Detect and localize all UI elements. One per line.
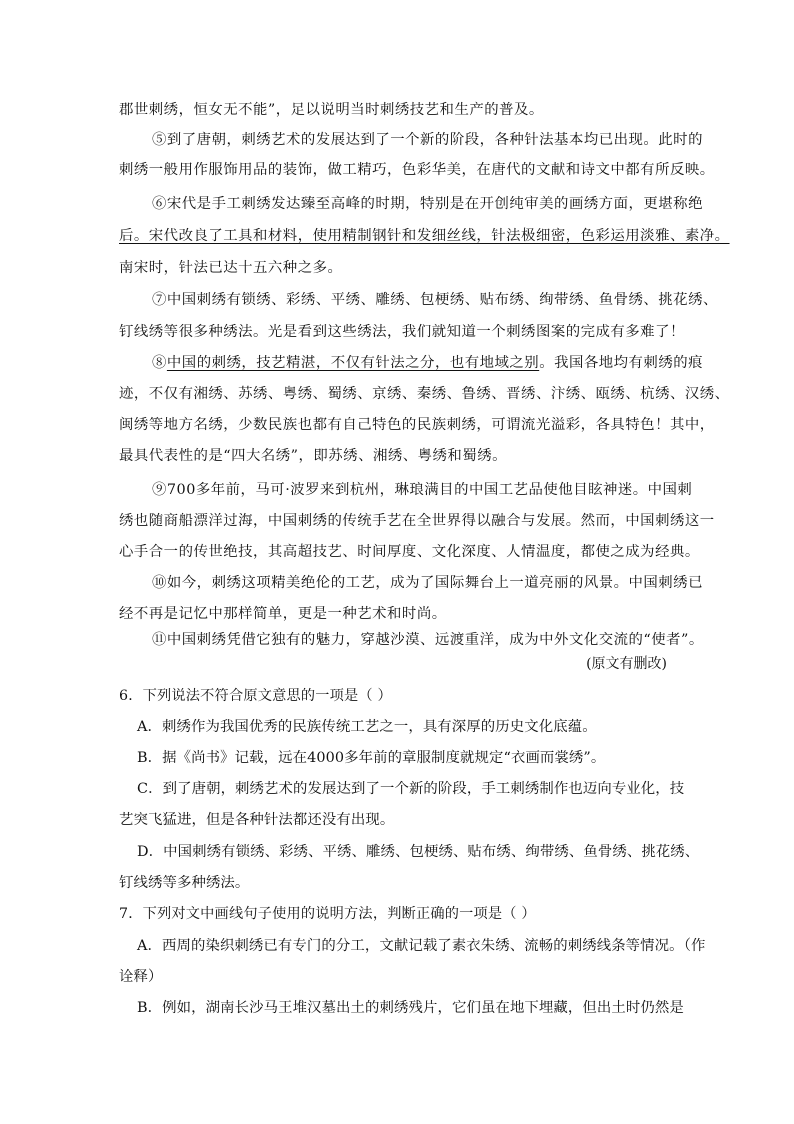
article-line: 闽绣等地方名绣，少数民族也都有自己特色的民族刺绣，可谓流光溢彩，各具特色！其中， (119, 417, 715, 433)
article-line: 绣也随商船漂洋过海，中国刺绣的传统手艺在全世界得以融合与发展。然而，中国刺绣这一 (119, 513, 715, 529)
article-line: 钉线绣等很多种绣法。光是看到这些绣法，我们就知道一个刺绣图案的完成有多难了！ (119, 324, 685, 340)
question-7-stem: 7．下列对文中画线句子使用的说明方法，判断正确的一项是（ ） (119, 906, 536, 922)
article-line: 心手合一的传世绝技，其高超技艺、时间厚度、文化深度、人情温度，都使之成为经典。 (119, 544, 700, 560)
question-6-option-c-cont: 艺突飞猛进，但是各种针法都还没有出现。 (119, 812, 395, 828)
article-paragraph-8 (152, 353, 703, 373)
article-line: 南宋时，针法已达十五六种之多。 (119, 260, 343, 276)
question-7-option-a: A．西周的染织刺绣已有专门的分工，文献记载了素衣朱绣、流畅的刺绣线条等情况。（作 (137, 938, 706, 954)
article-paragraph-9: ⑨700多年前，马可·波罗来到杭州，琳琅满目的中国工艺品使他目眩神迷。中国刺 (152, 482, 693, 498)
article-line: 经不再是记忆中那样简单，更是一种艺术和时尚。 (119, 606, 447, 622)
article-paragraph-11: ⑪中国刺绣凭借它独有的魅力，穿越沙漠、远渡重洋，成为中外文化交流的“使者”。 (152, 632, 704, 648)
question-6-stem: 6．下列说法不符合原文意思的一项是（ ） (119, 688, 392, 704)
article-line: 最具代表性的是“四大名绣”，即苏绣、湘绣、粤绣和蜀绣。 (119, 448, 507, 464)
underlined-sentence: 中国的刺绣，技艺精湛，不仅有针法之分，也有地域之别 (166, 355, 540, 371)
article-line: 郡世刺绣，恒女无不能”，足以说明当时刺绣技艺和生产的普及。 (119, 102, 544, 118)
article-line: 刺绣一般用作服饰用品的装饰，做工精巧，色彩华美，在唐代的文献和诗文中都有所反映。 (119, 162, 715, 178)
question-7-option-b: B．例如，湖南长沙马王堆汉墓出土的刺绣残片，它们虽在地下埋藏，但出土时仍然是 (137, 1000, 684, 1016)
article-paragraph-6: ⑥宋代是手工刺绣发达臻至高峰的时期，特别是在开创纯审美的画绣方面，更堪称绝 (152, 196, 703, 212)
question-6-option-d: D．中国刺绣有锁绣、彩绣、平绣、雕绣、包梗绣、贴布绣、绚带绣、鱼骨绣、挑花绣、 (137, 844, 700, 860)
article-line: 迹，不仅有湘绣、苏绣、粤绣、蜀绣、京绣、秦绣、鲁绣、晋绣、汴绣、瓯绣、杭绣、汉绣、 (119, 386, 730, 402)
question-7-option-a-cont: 诠释） (119, 969, 163, 985)
article-paragraph-10: ⑩如今，刺绣这项精美绝伦的工艺，成为了国际舞台上一道亮丽的风景。中国刺绣已 (152, 575, 703, 591)
question-6-option-d-cont: 钉线绣等多种绣法。 (119, 875, 250, 891)
article-text: 。我国各地均有刺绣的痕 (539, 355, 703, 371)
question-6-option-c: C．到了唐朝，刺绣艺术的发展达到了一个新的阶段，手工刺绣制作也迈向专业化，技 (137, 781, 685, 797)
paragraph-number: ⑧ (152, 355, 167, 371)
article-paragraph-5: ⑤到了唐朝，刺绣艺术的发展达到了一个新的阶段，各种针法基本均已出现。此时的 (152, 132, 703, 148)
article-paragraph-7: ⑦中国刺绣有锁绣、彩绣、平绣、雕绣、包梗绣、贴布绣、绚带绣、鱼骨绣、挑花绣、 (152, 292, 718, 308)
underlined-sentence: 后。宋代改良了工具和材料，使用精制钢针和发细丝线，针法极细密，色彩运用淡雅、素净。 (119, 228, 730, 244)
question-6-option-b: B．据《尚书》记载，远在4000多年前的章服制度就规定“衣画而裳绣”。 (137, 750, 606, 766)
source-note: (原文有删改) (586, 656, 667, 672)
question-6-option-a: A．刺绣作为我国优秀的民族传统工艺之一，具有深厚的历史文化底蕴。 (137, 719, 597, 735)
